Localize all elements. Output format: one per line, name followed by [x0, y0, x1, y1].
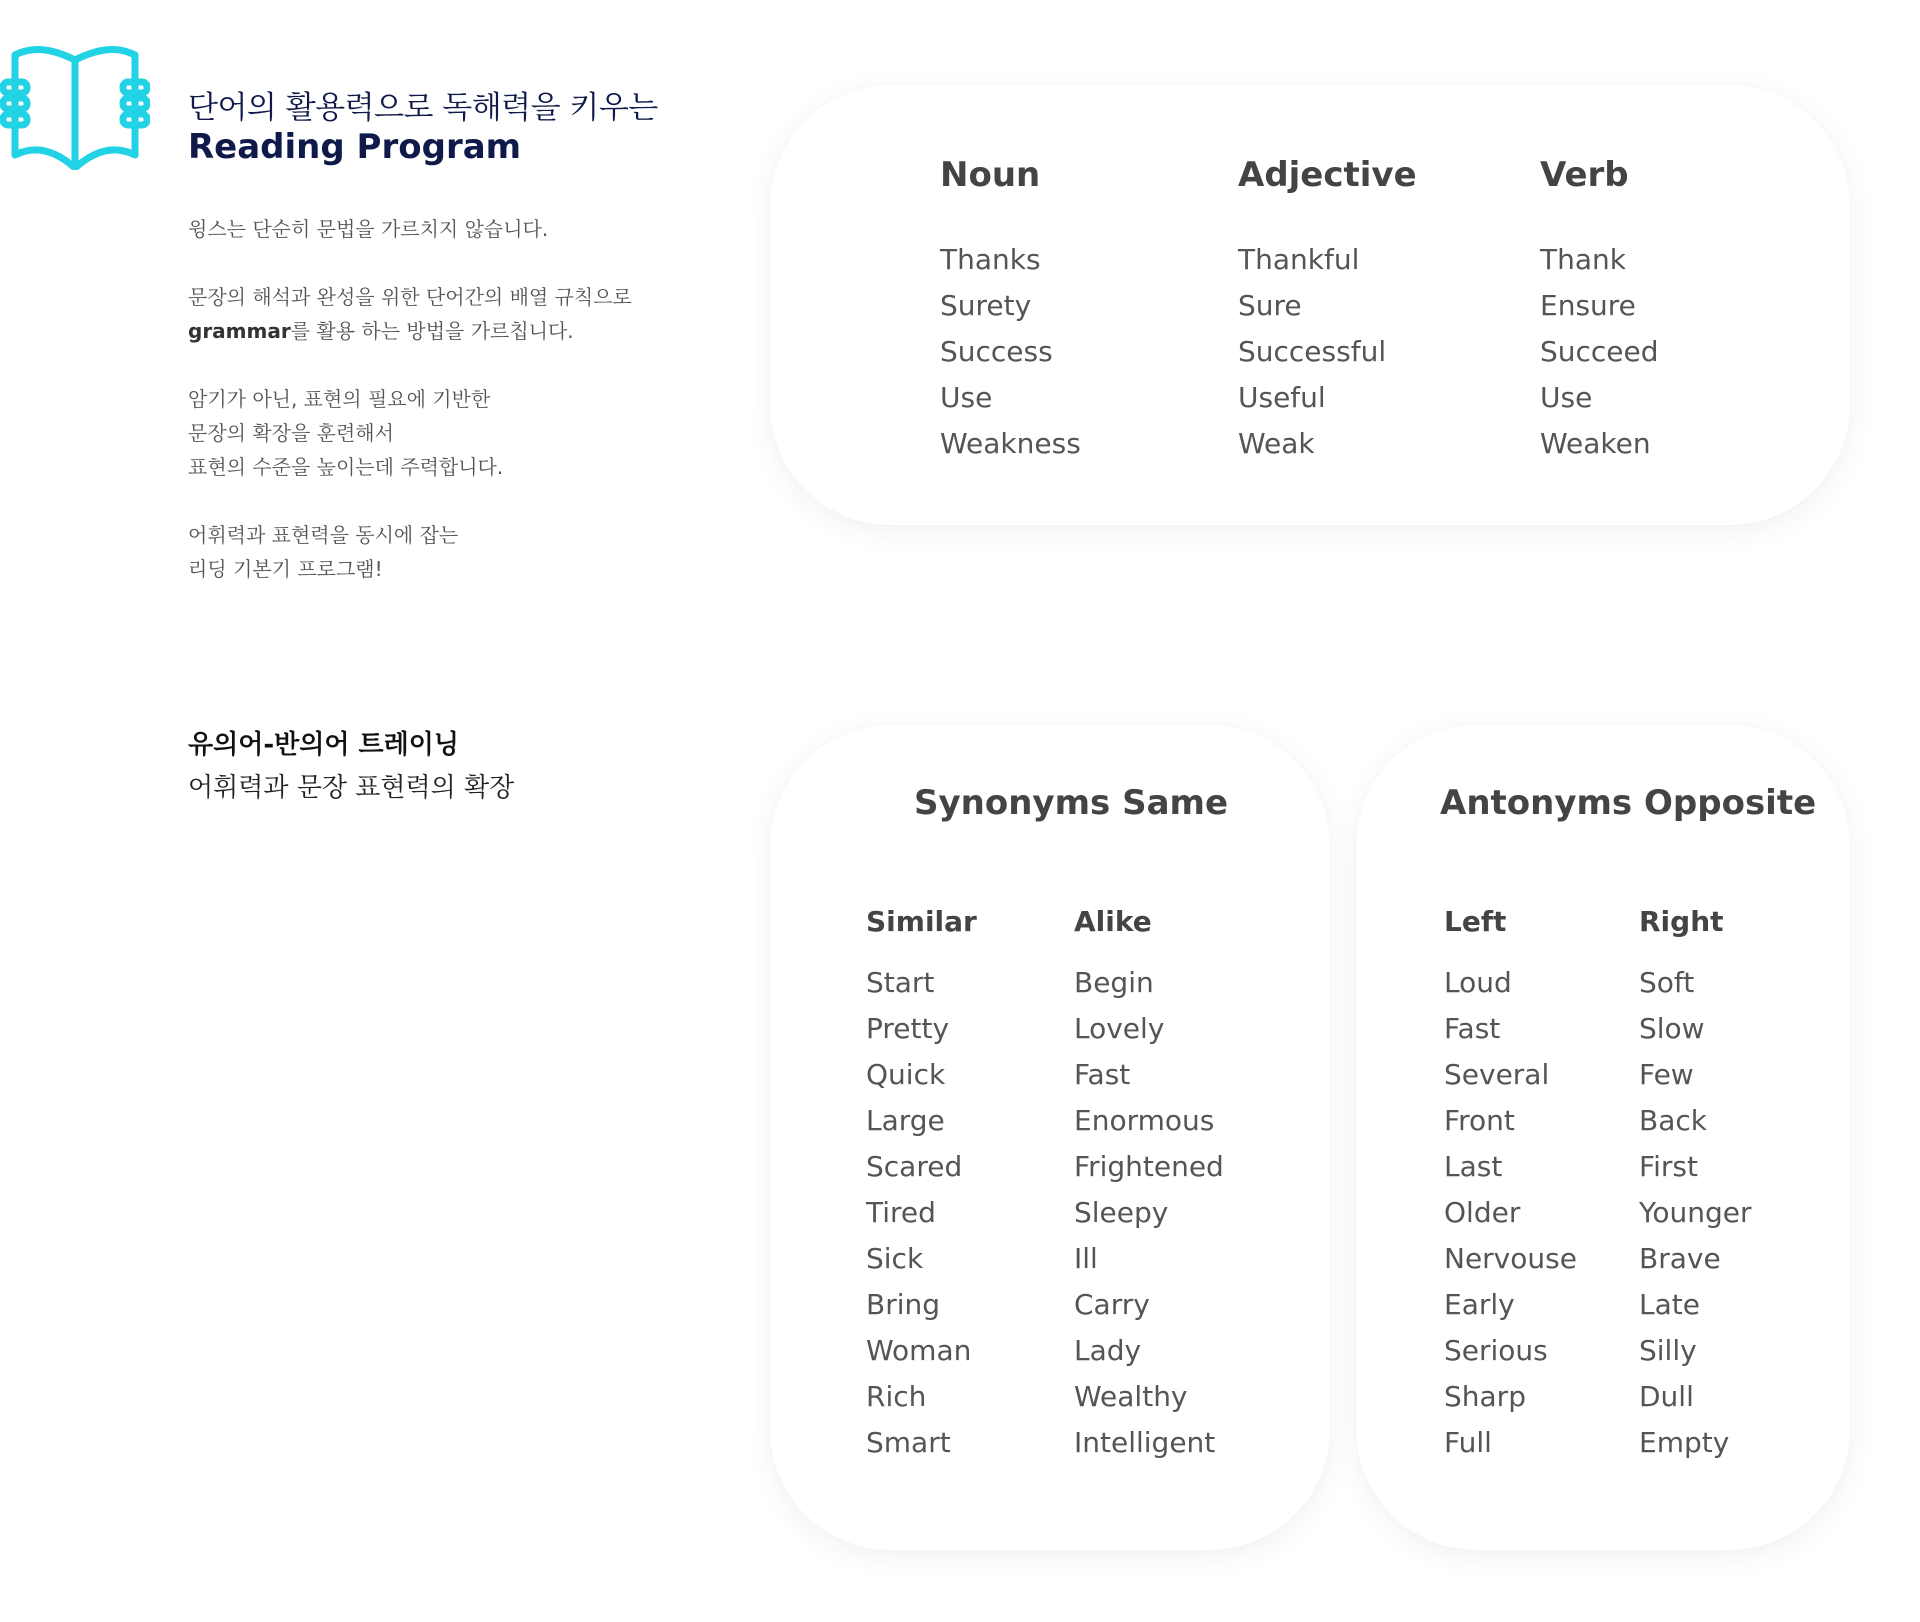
word-item: Intelligent: [1074, 1426, 1216, 1459]
word-forms-card: [770, 85, 1850, 525]
alike-header: Alike: [1074, 905, 1152, 938]
word-item: Front: [1444, 1104, 1515, 1137]
similar-column: [866, 905, 977, 1466]
word-item: Surety: [940, 289, 1032, 322]
word-item: Successful: [1238, 335, 1387, 368]
word-item: Full: [1444, 1426, 1492, 1459]
right-header: Right: [1639, 905, 1724, 938]
word-item: Serious: [1444, 1334, 1548, 1367]
training-section-title: 유의어-반의어 트레이닝: [188, 730, 460, 760]
grammar-keyword: grammar: [188, 319, 291, 343]
similar-list: [866, 960, 977, 1466]
word-item: Sure: [1238, 289, 1302, 322]
right-list: [1639, 960, 1752, 1466]
word-item: Soft: [1639, 966, 1695, 999]
right-column: [1639, 905, 1752, 1466]
word-item: Succeed: [1540, 335, 1659, 368]
adjective-list: [1238, 237, 1417, 467]
word-item: Several: [1444, 1058, 1550, 1091]
alike-column: [1074, 905, 1224, 1466]
adjective-header: Adjective: [1238, 155, 1417, 195]
word-item: Sick: [866, 1242, 924, 1275]
word-item: Tired: [866, 1196, 936, 1229]
word-item: Back: [1639, 1104, 1707, 1137]
synonyms-card: [770, 725, 1330, 1550]
desc-paragraph-2: 문장의 해석과 완성을 위한 단어간의 배열 규칙으로 grammar를 활용 하는 방법을 가르칩니다.: [188, 285, 632, 343]
training-section-subtitle: 어휘력과 문장 표현력의 확장: [188, 773, 515, 803]
word-item: Large: [866, 1104, 945, 1137]
verb-header: Verb: [1540, 155, 1629, 195]
word-item: Fast: [1444, 1012, 1501, 1045]
word-item: Weakness: [940, 427, 1081, 460]
word-item: Scared: [866, 1150, 963, 1183]
word-item: Thank: [1540, 243, 1626, 276]
word-item: Use: [1540, 381, 1593, 414]
desc-paragraph-4: 어휘력과 표현력을 동시에 잡는 리딩 기본기 프로그램!: [188, 523, 459, 581]
word-item: Weaken: [1540, 427, 1651, 460]
word-item: Brave: [1639, 1242, 1721, 1275]
left-header: Left: [1444, 905, 1507, 938]
left-list: [1444, 960, 1577, 1466]
word-item: First: [1639, 1150, 1698, 1183]
verb-list: [1540, 237, 1659, 467]
word-item: Nervouse: [1444, 1242, 1577, 1275]
word-item: Last: [1444, 1150, 1503, 1183]
left-column: [1444, 905, 1577, 1466]
word-item: Ensure: [1540, 289, 1636, 322]
intro-description: [188, 212, 748, 620]
noun-header: Noun: [940, 155, 1041, 195]
word-item: Loud: [1444, 966, 1512, 999]
word-item: Thanks: [940, 243, 1041, 276]
word-item: Enormous: [1074, 1104, 1215, 1137]
word-item: Pretty: [866, 1012, 950, 1045]
word-item: Woman: [866, 1334, 972, 1367]
word-item: Bring: [866, 1288, 941, 1321]
word-item: Ill: [1074, 1242, 1098, 1275]
word-item: Sleepy: [1074, 1196, 1169, 1229]
word-item: Rich: [866, 1380, 927, 1413]
word-item: Quick: [866, 1058, 946, 1091]
desc-paragraph-3: 암기가 아닌, 표현의 필요에 기반한 문장의 확장을 훈련해서 표현의 수준을 높이는데 주력합니다.: [188, 387, 504, 479]
word-item: Silly: [1639, 1334, 1697, 1367]
word-item: Smart: [866, 1426, 951, 1459]
word-item: Use: [940, 381, 993, 414]
word-item: Early: [1444, 1288, 1515, 1321]
word-item: Late: [1639, 1288, 1700, 1321]
verb-column: [1540, 155, 1659, 467]
alike-list: [1074, 960, 1224, 1466]
word-item: Empty: [1639, 1426, 1730, 1459]
noun-list: [940, 237, 1081, 467]
antonyms-title: Antonyms Opposite: [1440, 783, 1817, 823]
word-item: Lady: [1074, 1334, 1142, 1367]
antonyms-card: [1356, 725, 1850, 1550]
word-item: Slow: [1639, 1012, 1705, 1045]
word-item: Useful: [1238, 381, 1326, 414]
word-item: Success: [940, 335, 1053, 368]
word-item: Frightened: [1074, 1150, 1224, 1183]
word-item: Weak: [1238, 427, 1315, 460]
intro-subtitle: 단어의 활용력으로 독해력을 키우는: [188, 90, 658, 126]
word-item: Dull: [1639, 1380, 1694, 1413]
synonyms-title: Synonyms Same: [914, 783, 1229, 823]
word-item: Lovely: [1074, 1012, 1165, 1045]
word-item: Wealthy: [1074, 1380, 1188, 1413]
desc-paragraph-1: 윙스는 단순히 문법을 가르치지 않습니다.: [188, 217, 549, 241]
adjective-column: [1238, 155, 1417, 467]
word-item: Older: [1444, 1196, 1521, 1229]
word-item: Sharp: [1444, 1380, 1526, 1413]
similar-header: Similar: [866, 905, 977, 938]
intro-title: Reading Program: [188, 127, 522, 167]
word-item: Carry: [1074, 1288, 1150, 1321]
noun-column: [940, 155, 1081, 467]
word-item: Start: [866, 966, 935, 999]
word-item: Begin: [1074, 966, 1154, 999]
word-item: Thankful: [1238, 243, 1360, 276]
word-item: Fast: [1074, 1058, 1131, 1091]
word-item: Few: [1639, 1058, 1694, 1091]
open-book-reading-icon: [0, 20, 150, 170]
word-item: Younger: [1639, 1196, 1752, 1229]
